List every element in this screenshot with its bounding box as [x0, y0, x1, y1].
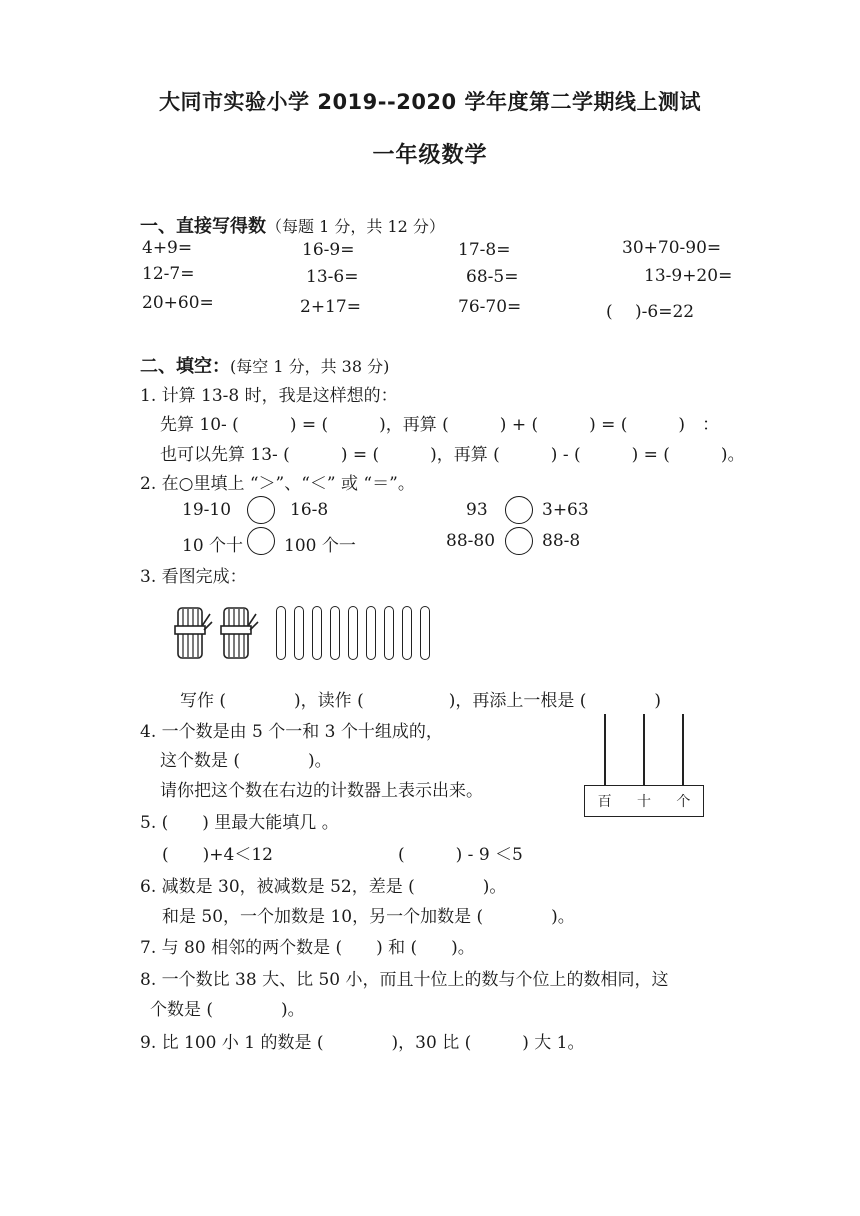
q5-inequality-1: ( )+4＜12: [162, 845, 273, 865]
abacus-base: [584, 785, 704, 817]
bundle-of-ten-icon: [175, 608, 212, 658]
q4-prompt: 4. 一个数是由 5 个一和 3 个十组成的，: [140, 722, 443, 742]
calc-item: 12-7=: [142, 264, 195, 284]
single-stick-icon: [276, 606, 286, 660]
q4-instruction: 请你把这个数在右边的计数器上表示出来。: [160, 781, 483, 801]
section1-note: （每题 1 分，共 12 分）: [266, 217, 445, 236]
compare-circle[interactable]: [505, 496, 533, 524]
q2-compare-left: 19-10: [182, 500, 232, 520]
compare-circle[interactable]: [247, 527, 275, 555]
calc-item: ( )-6=22: [606, 302, 695, 322]
q4-answer-line: 这个数是 ( )。: [160, 751, 332, 771]
single-stick-icon: [366, 606, 376, 660]
section2-note: (每空 1 分，共 38 分): [230, 357, 390, 376]
q2-compare-right: 100 个一: [284, 536, 356, 556]
calc-item: 16-9=: [302, 240, 355, 260]
q6-line2: 和是 50，一个加数是 10，另一个加数是 ( )。: [162, 907, 575, 927]
q2-compare-left: 10 个十: [182, 536, 244, 556]
abacus-label-tens: 十: [636, 794, 651, 810]
calc-item: 76-70=: [458, 297, 522, 317]
q9-line1: 9. 比 100 小 1 的数是 ( )，30 比 ( ) 大 1。: [140, 1033, 585, 1053]
single-stick-icon: [294, 606, 304, 660]
section2-heading: [140, 352, 389, 378]
exam-title: 大同市实验小学 2019--2020 学年度第二学期线上测试: [159, 90, 701, 114]
single-stick-icon: [402, 606, 412, 660]
calc-item: 30+70-90=: [622, 238, 722, 258]
q8-line1: 8. 一个数比 38 大、比 50 小，而且十位上的数与个位上的数相同，这: [140, 970, 669, 990]
compare-circle[interactable]: [505, 527, 533, 555]
q2-compare-right: 16-8: [290, 500, 329, 520]
calc-item: 20+60=: [142, 293, 214, 313]
q2-compare-left: 93: [466, 500, 488, 520]
abacus-label-hundreds: 百: [597, 794, 612, 810]
q3-prompt: 3. 看图完成：: [140, 567, 247, 587]
section1-heading: [140, 212, 445, 238]
single-stick-icon: [384, 606, 394, 660]
section2-title: 二、填空：: [140, 356, 230, 377]
abacus-rod-hundreds[interactable]: [604, 714, 606, 786]
q6-line1: 6. 减数是 30，被减数是 52，差是 ( )。: [140, 877, 507, 897]
exam-subtitle: 一年级数学: [372, 143, 488, 168]
abacus-rod-ones[interactable]: [682, 714, 684, 786]
single-stick-icon: [312, 606, 322, 660]
q1-prompt: 1. 计算 13-8 时，我是这样想的：: [140, 386, 398, 406]
q1-method2: 也可以先算 13- ( ) = ( )，再算 ( ) - ( ) = ( )。: [160, 445, 745, 465]
calc-item: 68-5=: [466, 267, 519, 287]
compare-circle[interactable]: [247, 496, 275, 524]
stick-bundles-figure: [172, 600, 262, 662]
calc-item: 17-8=: [458, 240, 511, 260]
q5-inequality-2: ( ) - 9 ＜5: [398, 845, 523, 865]
q2-compare-right: 3+63: [542, 500, 589, 520]
calc-item: 4+9=: [142, 238, 193, 258]
abacus-label-ones: 个: [676, 794, 691, 810]
calc-item: 2+17=: [300, 297, 361, 317]
q2-compare-left: 88-80: [446, 531, 496, 551]
calc-item: 13-9+20=: [644, 266, 733, 286]
calc-item: 13-6=: [306, 267, 359, 287]
single-stick-icon: [330, 606, 340, 660]
q1-method1: 先算 10- ( ) = ( )，再算 ( ) + ( ) = ( ) ：: [160, 415, 720, 435]
q8-line2: 个数是 ( )。: [150, 1000, 305, 1020]
q2-prompt: 2. 在○里填上 “＞”、“＜” 或 “＝”。: [140, 474, 415, 494]
section1-title: 一、直接写得数: [140, 216, 266, 237]
bundle-of-ten-icon: [221, 608, 258, 658]
q7-line1: 7. 与 80 相邻的两个数是 ( ) 和 ( )。: [140, 938, 475, 958]
q3-answer-line: 写作 ( )，读作 ( )，再添上一根是 ( ): [180, 691, 662, 711]
single-stick-icon: [420, 606, 430, 660]
q5-prompt: 5. ( ) 里最大能填几 。: [140, 813, 339, 833]
q2-compare-right: 88-8: [542, 531, 581, 551]
abacus-rod-tens[interactable]: [643, 714, 645, 786]
single-stick-icon: [348, 606, 358, 660]
